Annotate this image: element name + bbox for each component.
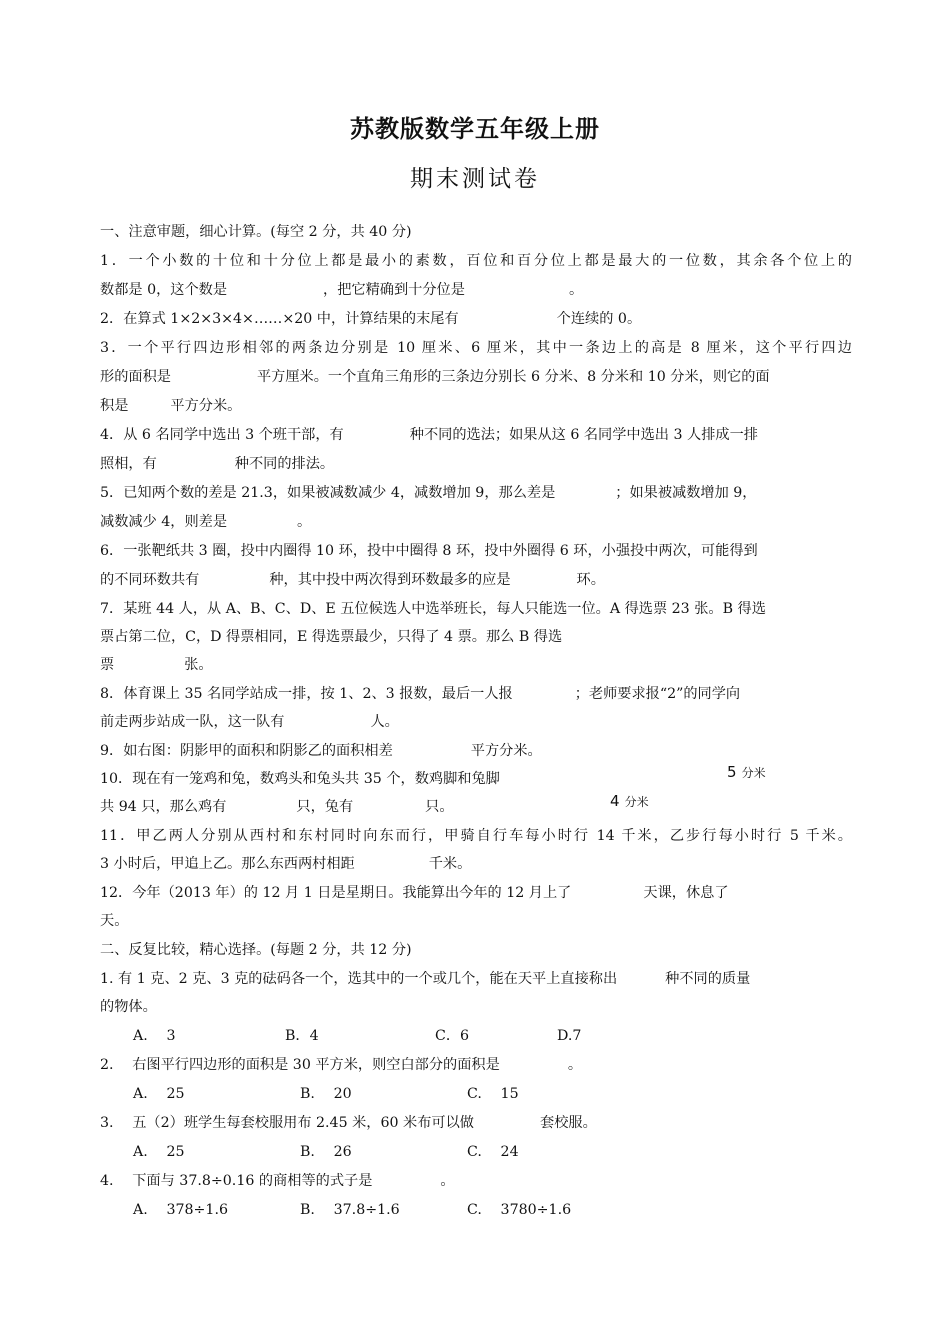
q11-line2 [100, 854, 852, 874]
q7-text-a: 票 [100, 657, 115, 673]
q4-text-d: 种不同的排法。 [234, 456, 335, 472]
figure-bottom-unit: 分米 [624, 795, 649, 809]
q3-text-d: 平方分米。 [170, 398, 242, 414]
q8-text-a: 8．体育课上 35 名同学站成一排，按 1、2、3 报数，最后一人报 [100, 686, 513, 702]
q3-text-a: 形的面积是 [100, 369, 171, 385]
q4-text-b: 种不同的选法；如果从这 6 名同学中选出 3 人排成一排 [409, 427, 758, 443]
q3-text-c: 积是 [100, 398, 129, 414]
q8-text-d: 人。 [370, 714, 399, 730]
s2-q1-option-c[interactable]: C．6 [435, 1028, 470, 1044]
q3-line1: 3．一个平行四边形相邻的两条边分别是 10 厘米、6 厘米，其中一条边上的高是 8 厘米，这个平行四边 [100, 340, 852, 356]
page-title: 苏教版数学五年级上册 [350, 115, 600, 143]
q3-line2 [100, 367, 852, 387]
q6-line2 [100, 570, 852, 590]
s2-q1-option-b[interactable]: B．4 [285, 1028, 319, 1044]
q9-line [100, 741, 852, 761]
q8-text-c: 前走两步站成一队，这一队有 [100, 714, 285, 730]
q1-line1: 1．一个小数的十位和十分位上都是最小的素数，百位和百分位上都是最大的一位数，其余各个位上的 [100, 253, 852, 269]
q7-line2: 票占第二位，C，D 得票相同，E 得选票最少，只得了 4 票。那么 B 得选 [100, 629, 563, 645]
figure-label-top [727, 762, 766, 781]
s2-q4-option-a[interactable]: A. 378÷1.6 [133, 1202, 228, 1218]
q4-text-c: 照相，有 [100, 456, 157, 472]
q12-line1 [100, 883, 852, 903]
q4-line2 [100, 454, 852, 474]
s2-q2-text-b: 。 [567, 1057, 583, 1073]
s2-q3-line [100, 1113, 852, 1133]
q8-text-b: ；老师要求报“2”的同学向 [574, 686, 741, 702]
q6-text-a: 的不同环数共有 [100, 572, 200, 588]
q2-line [100, 309, 852, 329]
q10-text-a: 共 94 只，那么鸡有 [100, 799, 227, 815]
s2-q2-option-b[interactable]: B. 20 [300, 1086, 352, 1102]
s2-q1-option-d[interactable]: D.7 [557, 1028, 582, 1044]
q5-text-a: 5．已知两个数的差是 21.3，如果被减数减少 4，减数增加 9，那么差是 [100, 485, 556, 501]
q6-text-c: 环。 [576, 572, 605, 588]
q10-line2 [100, 797, 600, 817]
q5-text-d: 。 [297, 514, 312, 530]
q3-text-b: 平方厘米。一个直角三角形的三条边分别长 6 分米、8 分米和 10 分米，则它的面 [256, 369, 770, 385]
q3-line3 [100, 396, 852, 416]
q5-text-c: 减数减少 4，则差是 [100, 514, 228, 530]
figure-top-unit: 分米 [741, 766, 766, 780]
q1-text-a: 数都是 0，这个数是 [100, 282, 228, 298]
section-1-header: 一、注意审题，细心计算。(每空 2 分，共 40 分) [100, 224, 412, 240]
s2-q3-option-a[interactable]: A. 25 [133, 1144, 185, 1160]
s2-q1-option-a[interactable]: A. 3 [133, 1028, 176, 1044]
q4-text-a: 4．从 6 名同学中选出 3 个班干部，有 [100, 427, 344, 443]
q12-text-b: 天课，休息了 [643, 885, 729, 901]
q2-text-b: 个连续的 0。 [556, 311, 642, 327]
q5-text-b: ；如果被减数增加 9， [615, 485, 757, 501]
figure-bottom-number: 4 [610, 792, 620, 810]
s2-q4-option-c[interactable]: C. 3780÷1.6 [467, 1202, 572, 1218]
q8-line1 [100, 684, 852, 704]
section-2-header: 二、反复比较，精心选择。(每题 2 分，共 12 分) [100, 942, 412, 958]
q7-text-b: 张。 [184, 657, 213, 673]
s2-q2-line [100, 1055, 852, 1075]
q9-text-b: 平方分米。 [470, 743, 542, 759]
q12-text-a: 12．今年（2013 年）的 12 月 1 日是星期日。我能算出今年的 12 月上了 [100, 885, 572, 901]
q1-line2 [100, 280, 852, 300]
q4-line1 [100, 425, 852, 445]
q11-text-a: 3 小时后，甲追上乙。那么东西两村相距 [100, 856, 355, 872]
s2-q4-option-b[interactable]: B. 37.8÷1.6 [300, 1202, 400, 1218]
q11-line1: 11．甲乙两人分别从西村和东村同时向东而行，甲骑自行车每小时行 14 千米，乙步行每小时行 5 千米。 [100, 828, 852, 844]
s2-q2-option-a[interactable]: A. 25 [133, 1086, 185, 1102]
s2-q3-option-c[interactable]: C. 24 [467, 1144, 519, 1160]
s2-q1-line2: 的物体。 [100, 999, 157, 1015]
q7-line1: 7．某班 44 人，从 A、B、C、D、E 五位候选人中选举班长，每人只能选一位。A 得选票 23 张。B 得选 [100, 601, 766, 617]
s2-q4-text-a: 4. 下面与 37.8÷0.16 的商相等的式子是 [100, 1173, 373, 1189]
q10-text-b: 只，兔有 [296, 799, 354, 815]
s2-q3-text-a: 3. 五（2）班学生每套校服用布 2.45 米，60 米布可以做 [100, 1115, 474, 1131]
s2-q2-text-a: 2. 右图平行四边形的面积是 30 平方米，则空白部分的面积是 [100, 1057, 500, 1073]
q9-text-a: 9．如右图：阴影甲的面积和阴影乙的面积相差 [100, 743, 393, 759]
s2-q4-line [100, 1171, 852, 1191]
s2-q1-text-b: 种不同的质量 [665, 971, 751, 987]
q2-text-a: 2．在算式 1×2×3×4×……×20 中，计算结果的末尾有 [100, 311, 459, 327]
q10-text-c: 只。 [425, 799, 454, 815]
page-subtitle: 期末测试卷 [410, 166, 540, 192]
s2-q1-line1 [100, 969, 852, 989]
figure-top-number: 5 [727, 763, 737, 781]
q8-line2 [100, 712, 852, 732]
s2-q3-option-b[interactable]: B. 26 [300, 1144, 352, 1160]
q6-text-b: 种，其中投中两次得到环数最多的应是 [269, 572, 511, 588]
q10-line1: 10．现在有一笼鸡和兔，数鸡头和兔头共 35 个，数鸡脚和兔脚 [100, 771, 500, 787]
q12-line2: 天。 [100, 913, 129, 929]
s2-q4-text-b: 。 [440, 1173, 455, 1189]
q5-line2 [100, 512, 852, 532]
q1-text-c: 。 [568, 282, 584, 298]
q6-line1: 6．一张靶纸共 3 圈，投中内圈得 10 环，投中中圈得 8 环，投中外圈得 6 环，小强投中两次，可能得到 [100, 543, 758, 559]
s2-q3-text-b: 套校服。 [540, 1115, 597, 1131]
s2-q1-text-a: 1. 有 1 克、2 克、3 克的砝码各一个，选其中的一个或几个，能在天平上直接称出 [100, 971, 618, 987]
figure-label-bottom [610, 791, 649, 810]
q11-text-b: 千米。 [428, 856, 472, 872]
q7-line3 [100, 655, 852, 675]
q1-text-b: ，把它精确到十分位是 [323, 282, 465, 298]
q5-line1 [100, 483, 852, 503]
s2-q2-option-c[interactable]: C. 15 [467, 1086, 519, 1102]
